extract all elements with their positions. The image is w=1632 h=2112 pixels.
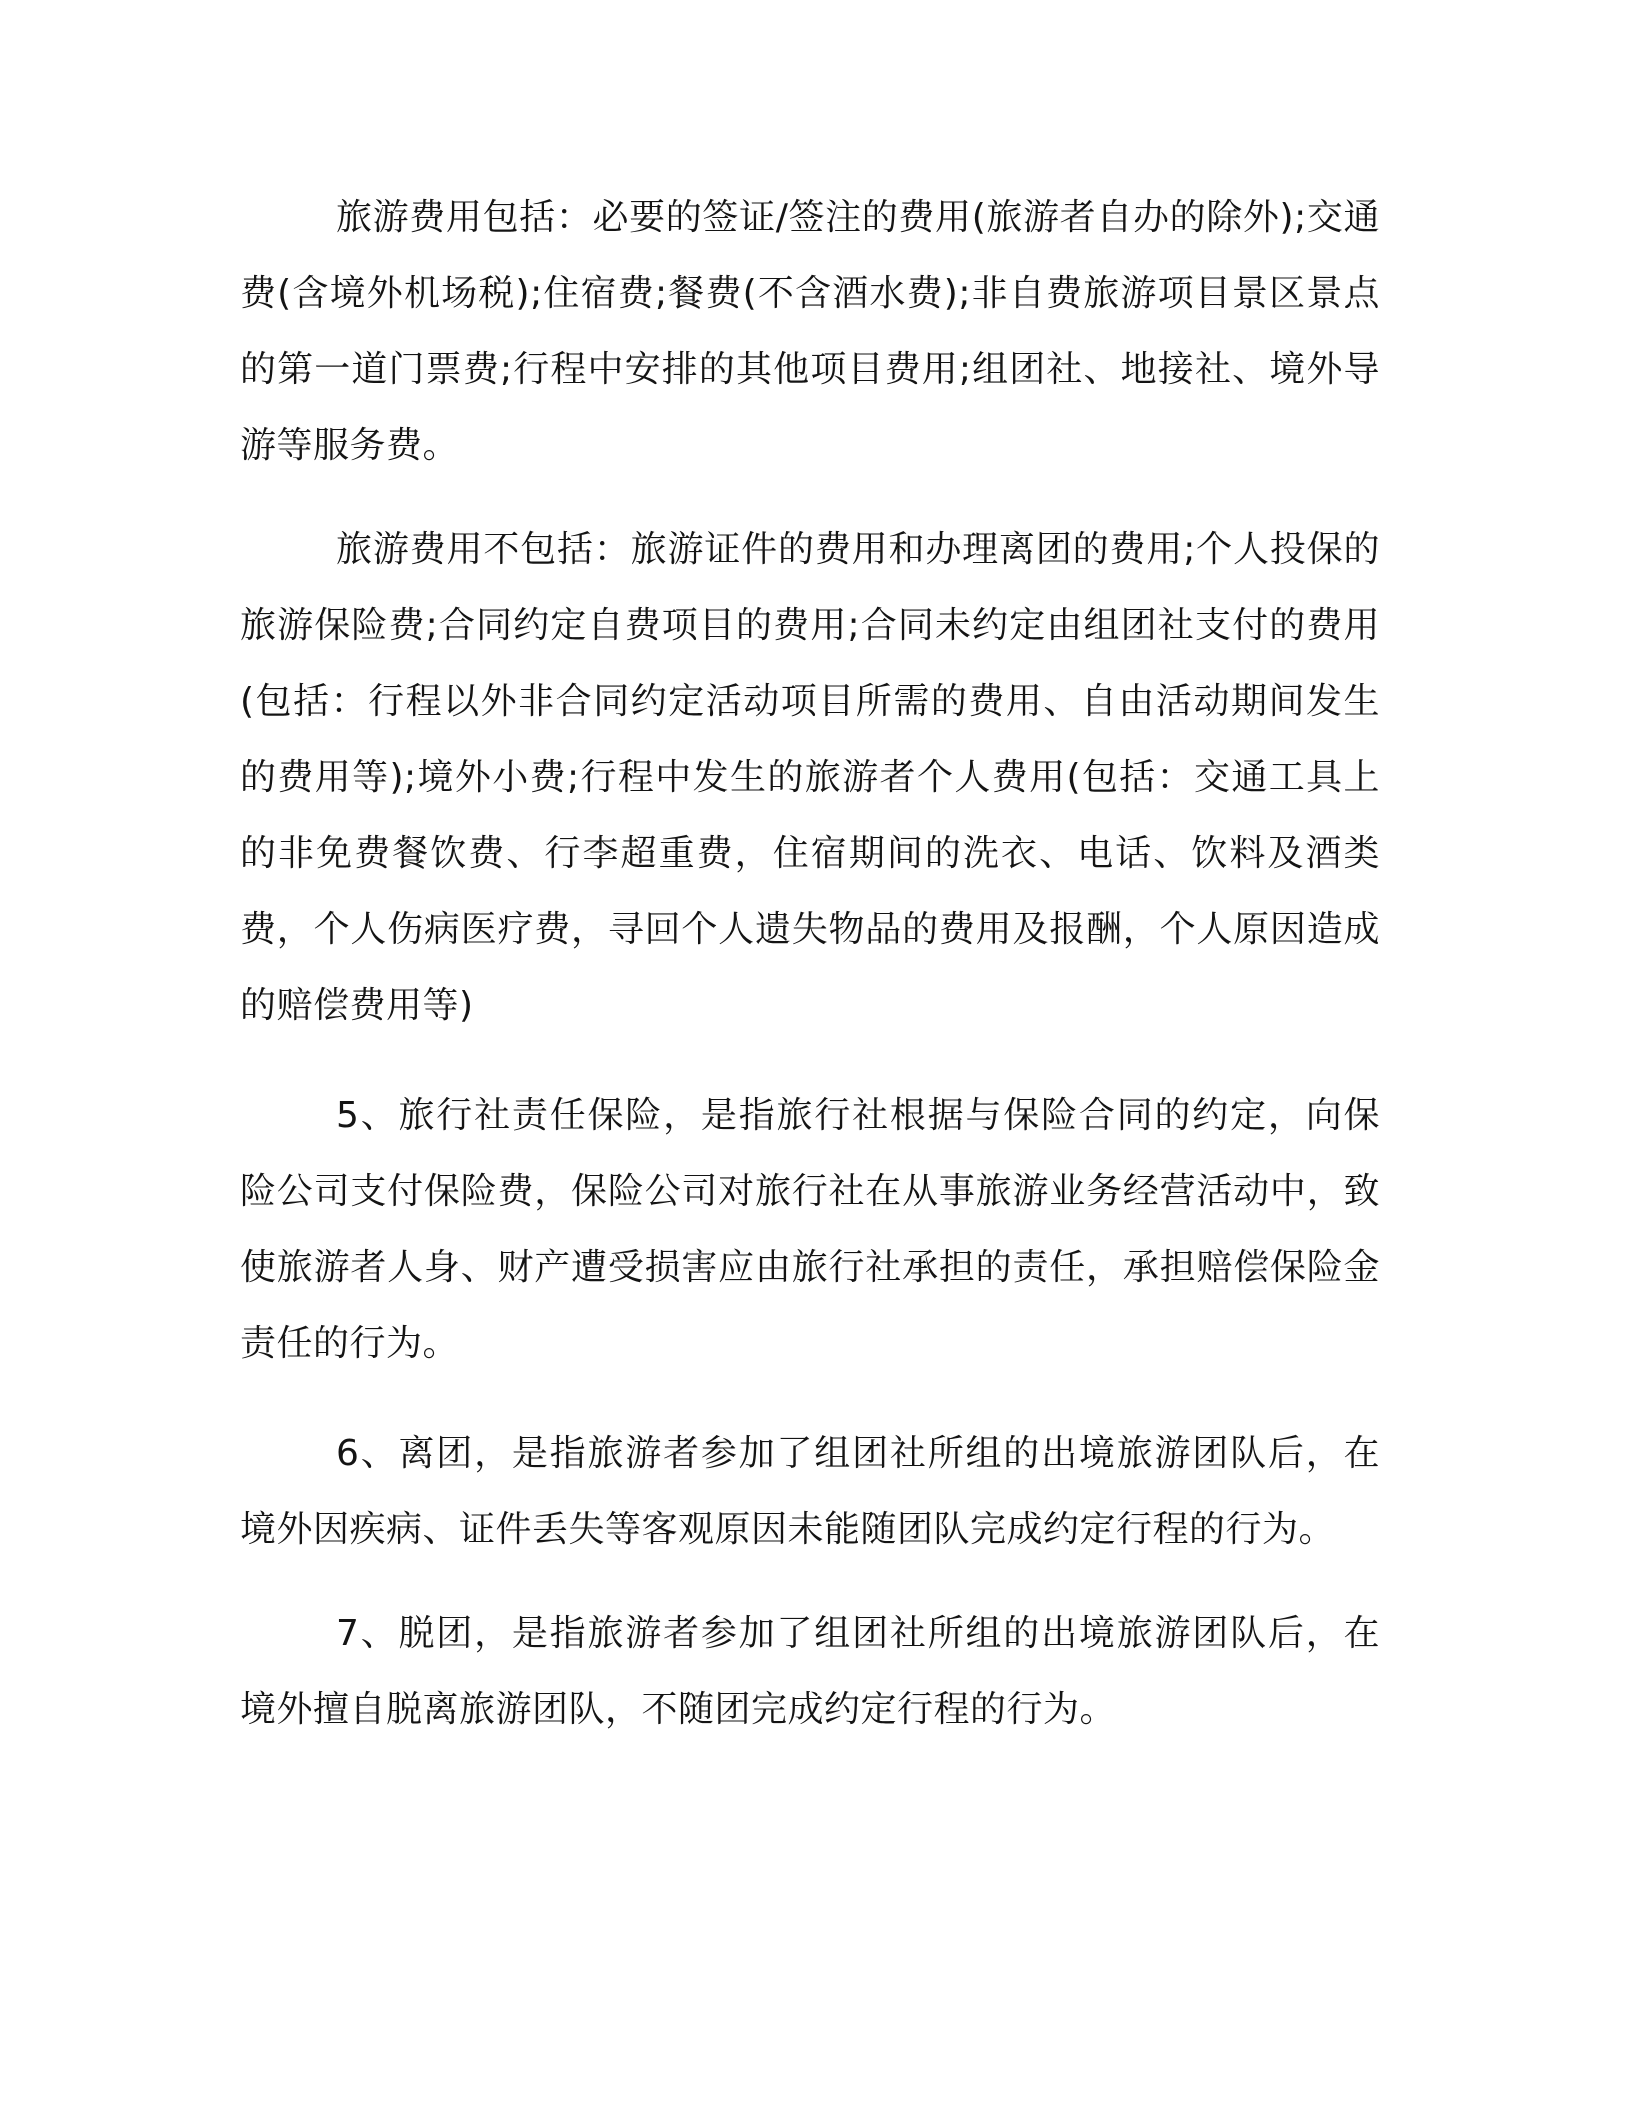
document-body	[240, 180, 1380, 1776]
paragraph-leaving-group: 6、离团，是指旅游者参加了组团社所组的出境旅游团队后，在境外因疾病、证件丢失等客观原因未能随团队完成约定行程的行为。	[240, 1433, 1380, 1550]
paragraph-fees-included: 旅游费用包括：必要的签证/签注的费用(旅游者自办的除外);交通费(含境外机场税);住宿费;餐费(不含酒水费);非自费旅游项目景区景点的第一道门票费;行程中安排的其他项目费用;组团社、地接社、境外导游等服务费。	[240, 197, 1380, 466]
paragraph-liability-insurance: 5、旅行社责任保险，是指旅行社根据与保险合同的约定，向保险公司支付保险费，保险公司对旅行社在从事旅游业务经营活动中，致使旅游者人身、财产遭受损害应由旅行社承担的责任，承担赔偿保险金责任的行为。	[240, 1095, 1380, 1364]
paragraph-fees-excluded: 旅游费用不包括：旅游证件的费用和办理离团的费用;个人投保的旅游保险费;合同约定自费项目的费用;合同未约定由组团社支付的费用(包括：行程以外非合同约定活动项目所需的费用、自由活动期间发生的费用等);境外小费;行程中发生的旅游者个人费用(包括：交通工具上的非免费餐饮费、行李超重费，住宿期间的洗衣、电话、饮料及酒类费，个人伤病医疗费，寻回个人遗失物品的费用及报酬，个人原因造成的赔偿费用等)	[240, 529, 1380, 1026]
paragraph-deserting-group: 7、脱团，是指旅游者参加了组团社所组的出境旅游团队后，在境外擅自脱离旅游团队，不随团完成约定行程的行为。	[240, 1613, 1380, 1730]
